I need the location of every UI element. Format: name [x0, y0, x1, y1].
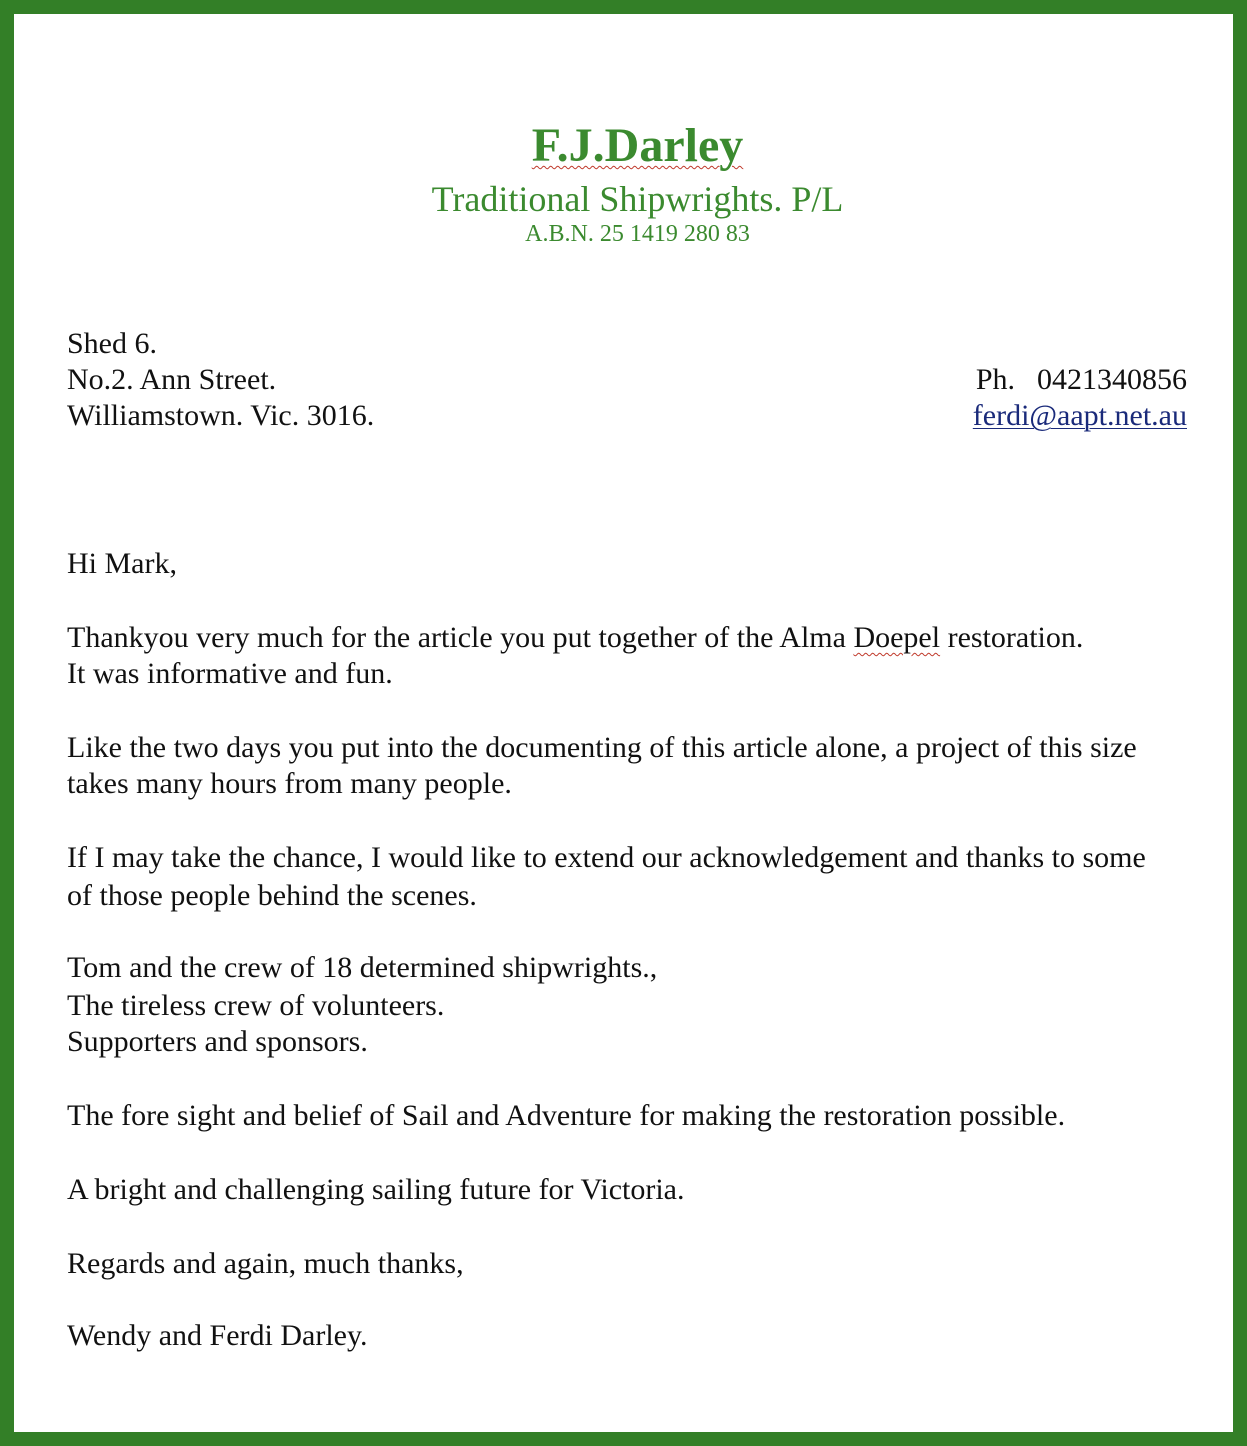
paragraph-1-line-2: It was informative and fun. [67, 657, 393, 690]
paragraph-4: The fore sight and belief of Sail and Adventure for making the restoration possible. [67, 1099, 1066, 1132]
thanks-list-item: Tom and the crew of 18 determined shipwrights., [67, 951, 658, 984]
address-line-2: No.2. Ann Street. [67, 363, 277, 396]
signature: Wendy and Ferdi Darley. [67, 1319, 368, 1352]
phone-label: Ph. [975, 363, 1015, 396]
address-line-1: Shed 6. [67, 327, 157, 360]
misspelled-word: Doepel [853, 621, 941, 654]
email-link[interactable]: ferdi@aapt.net.au [972, 399, 1187, 432]
company-name-text: F.J.Darley [531, 119, 744, 172]
paragraph-1-text-b: restoration. [940, 621, 1084, 654]
closing: Regards and again, much thanks, [67, 1247, 464, 1280]
phone-number: 0421340856 [1037, 363, 1187, 396]
paragraph-5: A bright and challenging sailing future for Victoria. [67, 1173, 685, 1206]
paragraph-3-line-1: If I may take the chance, I would like to extend our acknowledgement and thanks to some [67, 841, 1146, 874]
company-name [14, 118, 1247, 174]
paragraph-1-line-1 [67, 620, 1083, 656]
greeting: Hi Mark, [67, 547, 177, 580]
address-line-3: Williamstown. Vic. 3016. [67, 399, 375, 432]
phone-line [976, 362, 1187, 398]
thanks-list-item: The tireless crew of volunteers. [67, 989, 445, 1022]
email-line [973, 398, 1187, 434]
company-subtitle: Traditional Shipwrights. P/L [431, 179, 844, 219]
paragraph-3-line-2: of those people behind the scenes. [67, 879, 477, 912]
paragraph-2-line-2: takes many hours from many people. [67, 767, 512, 800]
paragraph-2-line-1: Like the two days you put into the documenting of this article alone, a project of this size [67, 731, 1137, 764]
company-abn: A.B.N. 25 1419 280 83 [525, 221, 750, 247]
paragraph-1-text-a: Thankyou very much for the article you put together of the Alma [67, 621, 854, 654]
thanks-list-item: Supporters and sponsors. [67, 1025, 368, 1058]
